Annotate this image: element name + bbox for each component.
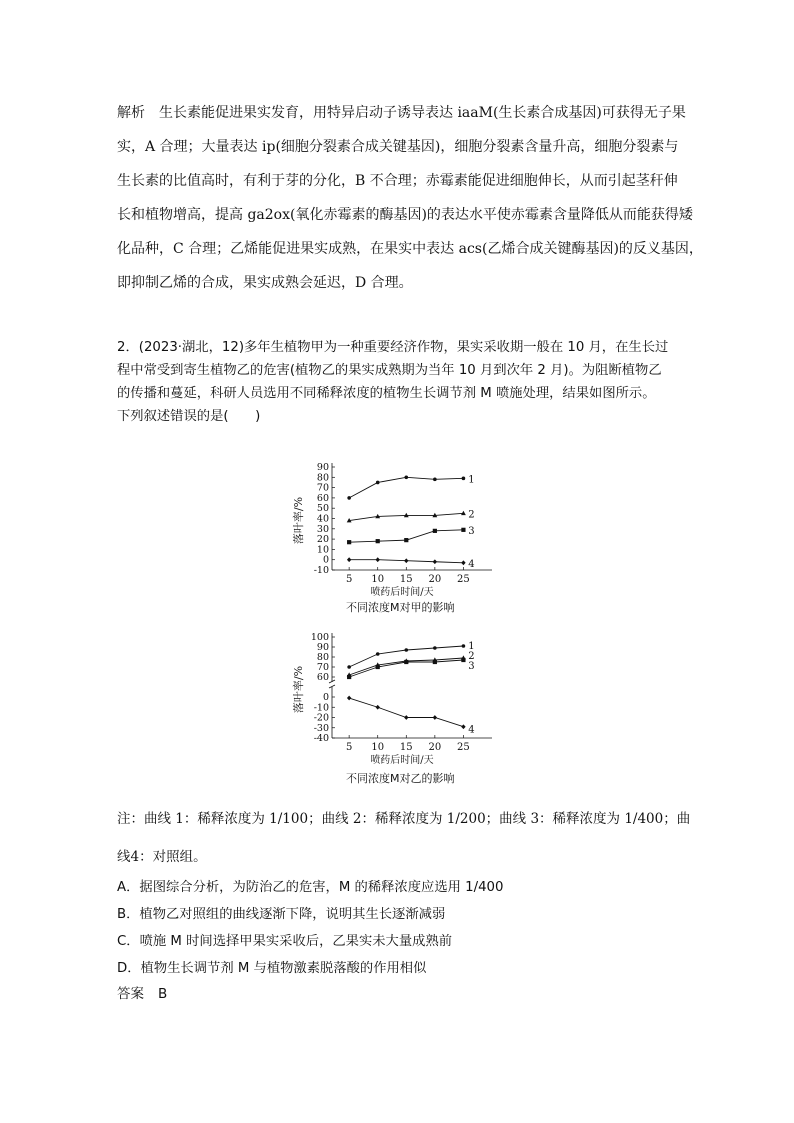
point-diamond — [347, 557, 351, 562]
y-tick-label: 90 — [316, 462, 329, 473]
analysis-line: 实，A 合理；大量表达 ip(细胞分裂素合成关键基因)，细胞分裂素含量升高，细胞分裂素与 — [117, 139, 679, 155]
y-tick-label: 60 — [316, 492, 329, 504]
series-label-3: 3 — [468, 525, 475, 537]
point-diamond — [461, 724, 465, 729]
point-circle — [433, 478, 437, 482]
option-d: D．植物生长调节剂 M 与植物激素脱落酸的作用相似 — [117, 961, 427, 976]
series-line-1 — [349, 477, 463, 498]
x-tick-label: 15 — [399, 742, 413, 753]
point-diamond — [433, 559, 437, 564]
answer-value: B — [158, 986, 168, 1002]
point-square — [376, 665, 380, 669]
y-tick-label: 70 — [316, 662, 329, 673]
x-axis-label: 喷药后时间/天 — [370, 587, 434, 598]
point-square — [404, 660, 408, 664]
y-axis-label: 落叶率/% — [292, 665, 305, 714]
y-tick-label: -20 — [313, 712, 329, 724]
x-tick-label: 25 — [457, 574, 470, 585]
y-tick-label: 80 — [316, 652, 329, 663]
point-square — [376, 539, 380, 543]
x-tick-label: 5 — [345, 742, 353, 753]
note-line: 线4：对照组。 — [117, 849, 207, 865]
question-stem — [117, 336, 679, 428]
point-square — [347, 540, 351, 544]
note-line: 注：曲线 1：稀释浓度为 1/100；曲线 2：稀释浓度为 1/200；曲线 3：稀释浓度为 1/400；曲 — [117, 811, 691, 827]
x-axis-label: 喷药后时间/天 — [370, 755, 434, 766]
series-label-4: 4 — [468, 724, 475, 736]
analysis-line: 即抑制乙烯的合成，果实成熟会延迟，D 合理。 — [117, 275, 413, 291]
analysis-line: 长和植物增高，提高 ga2ox(氧化赤霉素的酶基因)的表达水平使赤霉素含量降低从而能获得矮 — [117, 207, 693, 223]
point-circle — [462, 644, 466, 648]
answer-options — [117, 874, 679, 982]
chart-b — [280, 625, 520, 784]
y-tick-label: 0 — [322, 554, 329, 566]
point-diamond — [404, 558, 408, 563]
point-square — [461, 658, 465, 662]
analysis-line: 生长素的比值高时，有利于芽的分化，B 不合理；赤霉素能促进细胞伸长，从而引起茎秆伸 — [117, 173, 678, 189]
option-a: A．据图综合分析，为防治乙的危害，M 的稀释浓度应选用 1/400 — [117, 880, 504, 895]
x-tick-label: 20 — [428, 574, 442, 585]
y-tick-label: 60 — [316, 672, 329, 683]
point-square — [347, 675, 351, 679]
point-circle — [404, 476, 408, 480]
chart-b-svg — [280, 625, 520, 780]
point-circle — [347, 665, 351, 669]
series-line-4 — [349, 698, 463, 727]
point-diamond — [433, 715, 437, 720]
y-tick-label: -10 — [313, 702, 329, 714]
point-diamond — [461, 560, 465, 565]
analysis-paragraph — [117, 96, 703, 300]
y-tick-label: 50 — [316, 503, 329, 515]
point-circle — [462, 477, 466, 481]
option-b: B．植物乙对照组的曲线逐渐下降，说明其生长逐渐减弱 — [117, 907, 446, 922]
option-c: C．喷施 M 时间选择甲果实采收后，乙果实未大量成熟前 — [117, 934, 453, 949]
point-diamond — [347, 696, 351, 701]
analysis-label: 解析 — [117, 105, 145, 121]
point-square — [461, 528, 465, 532]
y-tick-label: 100 — [310, 632, 329, 643]
point-circle — [433, 646, 437, 650]
series-label-2: 2 — [468, 651, 475, 662]
y-tick-label: -10 — [313, 565, 329, 576]
question-line: 下列叙述错误的是( ) — [117, 409, 261, 424]
x-tick-label: 25 — [457, 742, 470, 753]
question-line: 的传播和蔓延，科研人员选用不同稀释浓度的植物生长调节剂 M 喷施处理，结果如图所示。 — [117, 386, 656, 401]
point-circle — [347, 496, 351, 500]
analysis-line: 化品种，C 合理；乙烯能促进果实成熟，在果实中表达 acs(乙烯合成关键酶基因)的反义基因， — [117, 241, 703, 257]
y-tick-label: -30 — [313, 722, 329, 734]
y-axis-label: 落叶率/% — [292, 496, 305, 545]
point-diamond — [376, 705, 380, 710]
chart-b-caption: 不同浓度M对乙的影响 — [346, 772, 455, 785]
y-tick-label: 80 — [316, 472, 329, 484]
point-circle — [404, 648, 408, 652]
y-tick-label: 20 — [316, 534, 329, 546]
point-circle — [376, 652, 380, 656]
point-diamond — [404, 715, 408, 720]
point-triangle — [461, 511, 466, 515]
point-square — [433, 660, 437, 664]
point-square — [433, 529, 437, 533]
point-diamond — [376, 557, 380, 562]
x-tick-label: 10 — [371, 574, 385, 585]
chart-a — [280, 455, 520, 619]
question-line: 2．(2023·湖北，12)多年生植物甲为一种重要经济作物，果实采收期一般在 10 月，在生长过 — [117, 340, 669, 355]
y-tick-label: 40 — [316, 513, 329, 525]
point-square — [404, 538, 408, 542]
y-tick-label: 10 — [316, 544, 329, 556]
series-label-2: 2 — [468, 509, 475, 521]
y-tick-label: 0 — [322, 692, 329, 703]
series-label-1: 1 — [468, 641, 475, 652]
series-label-4: 4 — [468, 558, 475, 570]
figure-note — [117, 800, 691, 876]
y-tick-label: -40 — [313, 733, 329, 744]
analysis-line: 解析 生长素能促进果实发育，用特异启动子诱导表达 iaaM(生长素合成基因)可获得无子果 — [117, 105, 686, 121]
y-tick-label: 30 — [316, 523, 329, 535]
point-circle — [376, 481, 380, 485]
answer-line — [117, 982, 167, 1002]
series-label-3: 3 — [468, 661, 475, 672]
chart-a-caption: 不同浓度M对甲的影响 — [346, 601, 455, 614]
x-tick-label: 15 — [399, 574, 413, 585]
x-tick-label: 5 — [345, 574, 353, 585]
chart-a-svg — [280, 455, 520, 615]
y-tick-label: 70 — [316, 482, 329, 494]
series-label-1: 1 — [468, 474, 475, 486]
answer-label: 答案 — [117, 986, 144, 1002]
y-tick-label: 90 — [316, 642, 329, 653]
question-line: 程中常受到寄生植物乙的危害(植物乙的果实成熟期为当年 10 月到次年 2 月)。为阻断植物乙 — [117, 363, 662, 378]
x-tick-label: 10 — [371, 742, 385, 753]
x-tick-label: 20 — [428, 742, 442, 753]
